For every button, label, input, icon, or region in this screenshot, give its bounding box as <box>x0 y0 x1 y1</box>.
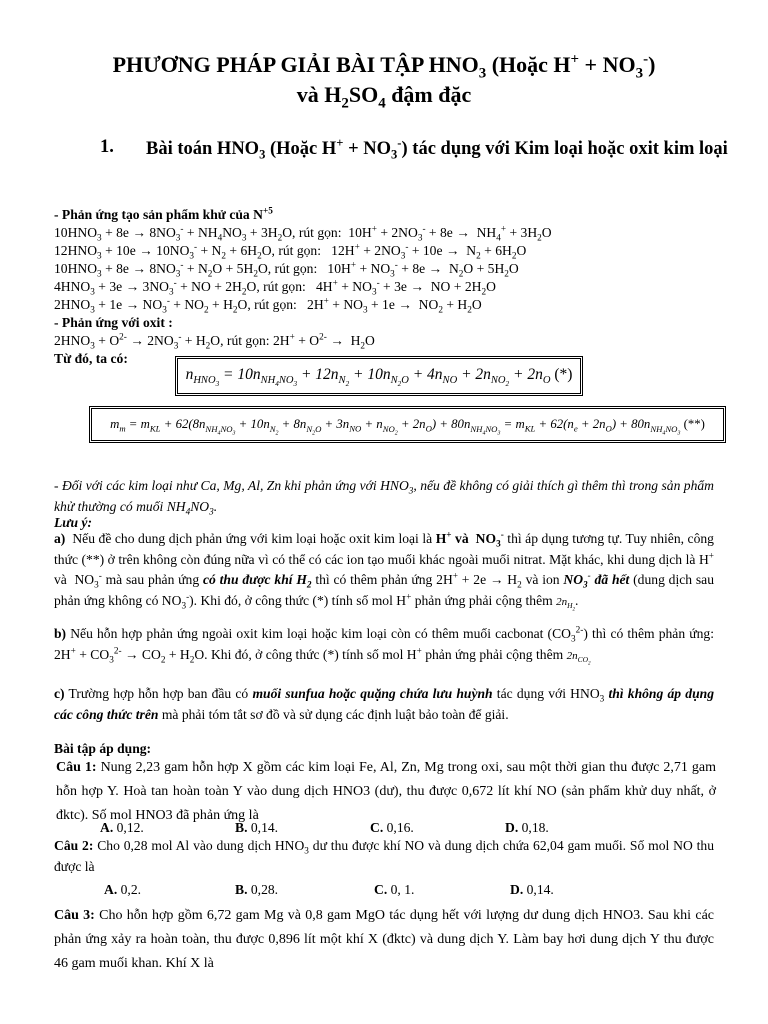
oxide-reaction: $2HNO_3 + O^{2-} \to 2NO_3^- + H_2O$, rút gọn: $2H^+ + O^{2-} \to H_2O$ <box>54 331 375 351</box>
q2-option-a[interactable]: A. 0,2. <box>104 882 142 897</box>
q1-option-c[interactable]: C. 0,16. <box>370 820 414 835</box>
page-title-line1: PHƯƠNG PHÁP GIẢI BÀI TẬP $HNO_3$ (Hoặc $H^+ + NO_3^-$) <box>112 51 656 82</box>
page-title-line2: và $H_2SO_4$ đậm đặc <box>296 82 472 112</box>
q1-option-d[interactable]: D. 0,18. <box>505 820 549 835</box>
formula-box-2 <box>89 406 726 443</box>
reaction-line-3: $10HNO_3 + 8e \to 8NO_3^- + N_2O + 5H_2O$, rút gọn: $10H^+ + NO_3^- + 8e \to N_2O + 5H_2O$ <box>54 259 519 279</box>
q2-option-b[interactable]: B. 0,28. <box>235 882 279 897</box>
question-3-label: Câu 3: <box>54 908 95 923</box>
reaction-line-2: $12HNO_3 + 10e \to 10NO_3^- + N_2 + 6H_2O$, rút gọn: $12H^+ + 2NO_3^- + 10e \to N_2 + 6H_2O$ <box>54 241 527 261</box>
question-3-text: Cho hỗn hợp gồm 6,72 gam Mg và 0,8 gam MgO tác dụng hết với lượng dư dung dịch HNO3. Sau khi các phản ứng xảy ra hoàn toàn, thu được 0,896 lít một khí X (đktc) và dung dịch Y. Làm bay hơi dung dịch Y thu được 46 gam muối khan. Khí X là <box>54 908 714 971</box>
exercises-header: Bài tập áp dụng: <box>54 741 152 756</box>
question-1-label: Câu 1: <box>56 760 97 775</box>
formula-box-1 <box>175 356 583 396</box>
note-c: c) Trường hợp hỗn hợp ban đầu có muối sunfua hoặc quặng chứa lưu huỳnh tác dụng với $HNO_3$ thì không áp dụng các công thức trên mà phải tóm tắt sơ đồ và sử dụng các định luật bảo toàn để giải. <box>54 686 714 722</box>
question-2: Câu 2: Cho 0,28 mol Al vào dung dịch $HNO_3$ dư thu được khí NO và dung dịch chứa 62,04 gam muối. Số mol NO thu được là <box>54 838 714 874</box>
note-metals: - Đối với các kim loại như Ca, Mg, Al, Zn khi phản ứng với $HNO_3$, nếu đề không có giải thích gì thêm thì trong sản phẩm khử thường có muối $NH_4NO_3$. <box>54 478 714 517</box>
reaction-line-5: $2HNO_3 + 1e \to NO_3^- + NO_2 + H_2O$, rút gọn: $2H^+ + NO_3 + 1e \to NO_2 + H_2O$ <box>54 295 482 315</box>
formula-1: $n_{HNO_3} = 10n_{NH_4NO_3} + 12n_{N_2} + 10n_{N_2O} + 4n_{NO} + 2n_{NO_2} + 2n_O$ (*) <box>185 366 573 389</box>
question-1 <box>56 756 716 828</box>
question-1-text: Nung 2,23 gam hỗn hợp X gồm các kim loại Fe, Al, Zn, Mg trong oxi, sau một thời gian thu được 2,71 gam hỗn hợp Y. Hoà tan hoàn toàn Y vào dung dịch HNO3 (dư), thu được 0,672 lít khí NO (sản phẩm khử duy nhất, ở đktc). Số mol HNO3 đã phản ứng là <box>56 760 717 823</box>
q2-option-c[interactable]: C. 0, 1. <box>374 882 415 897</box>
oxide-header: - Phản ứng với oxit : <box>54 315 173 330</box>
note-b: b) Nếu hỗn hợp phản ứng ngoài oxit kim loại hoặc kim loại còn có thêm muối cacbonat $(CO_3^{2-})$ thì có thêm phản ứng: $2H^+ + CO_3^{2-} \to CO_2 + H_2O$. Khi đó, ở công thức (*) tính số mol H+ phản ứng phải cộng thêm $2n_{CO_2}$ <box>54 624 715 667</box>
luu-y-label: Lưu ý: <box>54 515 92 530</box>
conclusion-label: Từ đó, ta có: <box>54 351 128 366</box>
reaction-line-1: $10HNO_3 + 8e \to 8NO_3^- + NH_4NO_3 + 3H_2O$, rút gọn: $10H^+ + 2NO_3^- + 8e \to NH_4^+ + 3H_2O$ <box>54 223 552 243</box>
section-number: 1. <box>100 137 114 157</box>
reactions-header: - Phản ứng tạo sản phẩm khử của $N^{+5}$ <box>54 205 273 222</box>
q1-option-b[interactable]: B. 0,14. <box>235 820 279 835</box>
q1-option-a[interactable]: A. 0,12. <box>100 820 144 835</box>
reaction-line-4: $4HNO_3 + 3e \to 3NO_3^-$ + NO + $2H_2O$, rút gọn: $4H^+ + NO_3^- + 3e$ → NO + $2H_2O$ <box>54 277 496 297</box>
question-3 <box>54 904 714 976</box>
q2-option-d[interactable]: D. 0,14. <box>510 882 554 897</box>
formula-2: $m_m = m_{KL} + 62(8n_{NH_4NO_3} + 10n_{N_2} + 8n_{N_2O} + 3n_{NO} + n_{NO_2} + 2n_O) + 80n_{NH_4NO_3} = m_{KL} + 62(n_e + 2n_O) + 80n_{NH_4NO_3}$ (**) <box>110 417 705 437</box>
section-heading: Bài toán $HNO_3$ (Hoặc $H^+ + NO_3^-$) tác dụng với Kim loại hoặc oxit kim loại <box>146 135 728 162</box>
note-a: a) Nếu đề cho dung dịch phản ứng với kim loại hoặc oxit kim loại là H+ và $NO_3^-$ thì áp dụng tương tự. Tuy nhiên, công thức (**) ở trên không còn đúng nữa vì có thể có các ion tạo muối khác ngoài muối nitrat. Mặt khác, khi dung dịch là H+ và $NO_3^-$ mà sau phản ứng có thu được khí $H_2$ thì có thêm phản ứng $2H^+ + 2e \to H_2$ và ion $NO_3^-$ đã hết (dung dịch sau phản ứng không có $NO_3^-$). Khi đó, ở công thức (*) tính số mol H+ phản ứng phải cộng thêm $2n_{H_2}$. <box>54 529 715 613</box>
